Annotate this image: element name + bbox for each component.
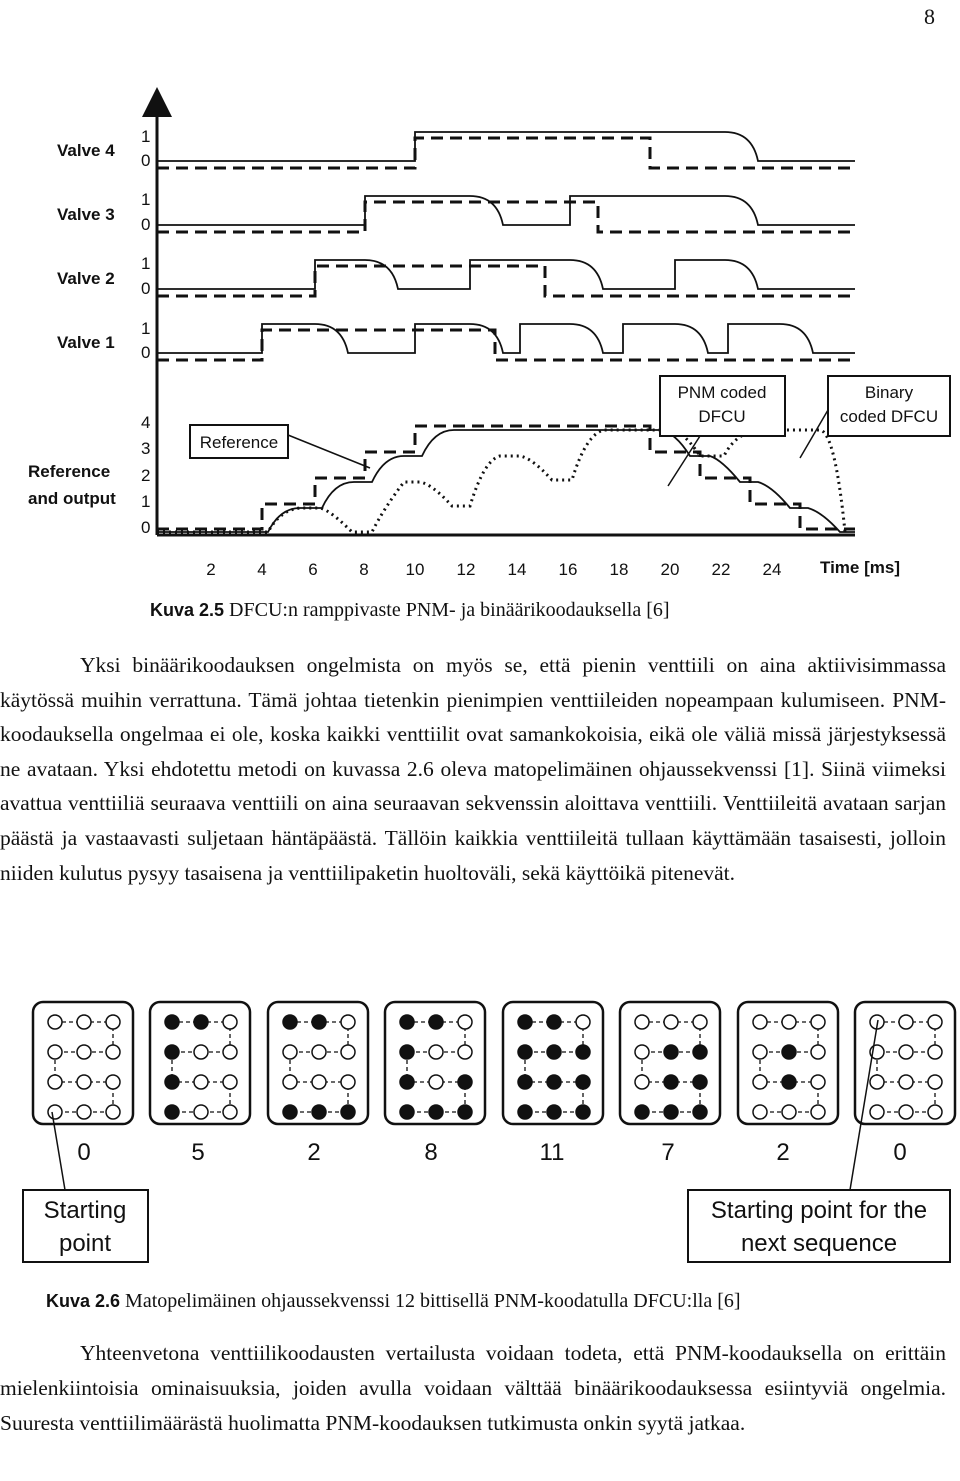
valve-open-dot [547, 1015, 561, 1029]
binary-callout-text-2: coded DFCU [839, 407, 939, 426]
valve-open-dot [518, 1045, 532, 1059]
valve-closed-dot [753, 1105, 767, 1119]
valve-open-dot [693, 1105, 707, 1119]
time-tick: 18 [609, 560, 629, 579]
time-tick: 4 [257, 560, 267, 579]
time-axis-label: Time [ms] [820, 558, 900, 577]
valve-closed-dot [312, 1075, 326, 1089]
valve-open-dot [165, 1075, 179, 1089]
valve-closed-dot [341, 1045, 355, 1059]
figure-2-5-caption [150, 599, 670, 622]
ref-axis-label-2: and output [28, 489, 116, 508]
valve-1-low-tick: 0 [141, 343, 151, 362]
valve-closed-dot [899, 1045, 913, 1059]
valve-3-high-tick: 1 [141, 190, 151, 209]
valve-closed-dot [458, 1045, 472, 1059]
time-tick: 16 [558, 560, 578, 579]
ref-tick-0: 0 [141, 518, 151, 537]
reference-callout-text: Reference [199, 433, 279, 452]
time-tick: 22 [711, 560, 731, 579]
valve-4-high-tick: 1 [141, 127, 151, 146]
figure-worm-sequence [0, 990, 960, 1270]
valve-open-dot [547, 1045, 561, 1059]
valve-open-dot [635, 1105, 649, 1119]
valve-4-low-tick: 0 [141, 151, 151, 170]
pnm-callout-pointer [668, 436, 700, 486]
body-paragraph-2: Yhteenvetona venttiilikoodausten vertailusta voidaan todeta, että PNM-koodauksella on erittäin mielenkiintoisia ominaisuuksia, joiden avulla voidaan välttää binäärikoodauksessa esiintyviä ongelmia. Suuresta venttiilimäärästä huolimatta PNM-koodauksen tutkimusta onkin syytä jatkaa. [0, 1341, 946, 1435]
valve-open-dot [693, 1045, 707, 1059]
valve-2-label: Valve 2 [57, 269, 115, 288]
valve-grid-panel [738, 1002, 838, 1124]
valve-open-dot [283, 1015, 297, 1029]
sequence-number: 2 [776, 1139, 790, 1166]
valve-open-dot [458, 1075, 472, 1089]
valve-closed-dot [458, 1015, 472, 1029]
valve-closed-dot [928, 1015, 942, 1029]
valve-open-dot [429, 1015, 443, 1029]
valve-closed-dot [312, 1045, 326, 1059]
starting-point-text-2: point [58, 1230, 112, 1257]
caption-label: Kuva 2.6 [46, 1291, 121, 1311]
figure-2-6-caption [46, 1290, 741, 1313]
valve-closed-dot [223, 1015, 237, 1029]
valve-2-binary-signal [157, 260, 855, 289]
valve-open-dot [165, 1015, 179, 1029]
valve-3-low-tick: 0 [141, 215, 151, 234]
valve-open-dot [312, 1015, 326, 1029]
valve-closed-dot [283, 1045, 297, 1059]
valve-1-high-tick: 1 [141, 319, 151, 338]
ref-axis-label-1: Reference [28, 462, 111, 481]
page-number: 8 [924, 4, 935, 29]
ref-tick-2: 2 [141, 466, 151, 485]
time-tick: 8 [359, 560, 369, 579]
valve-open-dot [400, 1075, 414, 1089]
valve-open-dot [664, 1105, 678, 1119]
valve-open-dot [518, 1075, 532, 1089]
valve-open-dot [664, 1045, 678, 1059]
time-tick: 2 [206, 560, 216, 579]
valve-grid-panel [620, 1002, 720, 1124]
ref-tick-1: 1 [141, 492, 151, 511]
valve-closed-dot [635, 1075, 649, 1089]
valve-closed-dot [223, 1075, 237, 1089]
binary-callout-text-1: Binary [864, 383, 914, 402]
valve-closed-dot [194, 1045, 208, 1059]
valve-open-dot [782, 1045, 796, 1059]
valve-closed-dot [870, 1105, 884, 1119]
valve-closed-dot [341, 1075, 355, 1089]
valve-closed-dot [106, 1075, 120, 1089]
valve-closed-dot [77, 1105, 91, 1119]
valve-3-label: Valve 3 [57, 205, 115, 224]
valve-3-binary-signal [157, 196, 855, 225]
body-paragraph-1: Yksi binäärikoodauksen ongelmista on myös se, että pienin venttiili on aina aktiivisimmassa käytössä muihin verrattuna. Tämä johtaa tietenkin pienimpien venttiileiden nopeampaan kulumiseen. PNM-koodauksella ongelmaa ei ole, koska kaikki venttiilit ovat samankokoisia, eikä ole väliä missä järjestyksessä ne avataan. Yksi ehdotettu metodi on kuvassa 2.6 oleva matopelimäinen ohjaussekvenssi [1]. Siinä viimeksi avattua venttiiliä seuraava venttiili on aina seuraavan sekvenssin aloittava venttiili. Venttiileitä avataan sarjan päästä ja vastaavasti suljetaan häntäpäästä. Tällöin kaikkia venttiileitä tullaan käyttämään tasaisesti, jolloin niiden kulutus pysyy tasaisena ja venttiilipaketin huoltoväli, sekä käyttöikä pitenevät. [0, 653, 946, 885]
valve-open-dot [341, 1105, 355, 1119]
valve-2-high-tick: 1 [141, 254, 151, 273]
valve-closed-dot [77, 1045, 91, 1059]
valve-closed-dot [48, 1105, 62, 1119]
sequence-number: 5 [191, 1139, 205, 1166]
valve-4-label: Valve 4 [57, 141, 115, 160]
valve-closed-dot [870, 1075, 884, 1089]
valve-grid-panel [503, 1002, 603, 1124]
valve-closed-dot [899, 1105, 913, 1119]
valve-closed-dot [753, 1075, 767, 1089]
valve-closed-dot [106, 1045, 120, 1059]
caption-text: DFCU:n ramppivaste PNM- ja binäärikoodauksella [6] [224, 599, 670, 621]
valve-closed-dot [899, 1075, 913, 1089]
valve-open-dot [312, 1105, 326, 1119]
ref-tick-3: 3 [141, 439, 151, 458]
valve-closed-dot [223, 1045, 237, 1059]
valve-open-dot [518, 1015, 532, 1029]
valve-open-dot [576, 1105, 590, 1119]
valve-closed-dot [782, 1105, 796, 1119]
time-tick: 14 [507, 560, 527, 579]
starting-point-text-1: Starting [43, 1197, 127, 1224]
sequence-number: 0 [893, 1139, 907, 1166]
valve-closed-dot [811, 1075, 825, 1089]
valve-open-dot [782, 1075, 796, 1089]
figure-dfcu-ramp-response [0, 80, 960, 590]
ref-tick-4: 4 [141, 413, 151, 432]
caption-text: Matopelimäinen ohjaussekvenssi 12 bittisellä PNM-koodatulla DFCU:lla [6] [120, 1290, 741, 1312]
valve-grid-panel [150, 1002, 250, 1124]
sequence-number: 2 [307, 1139, 321, 1166]
valve-closed-dot [811, 1045, 825, 1059]
valve-closed-dot [48, 1075, 62, 1089]
valve-closed-dot [77, 1015, 91, 1029]
valve-2-low-tick: 0 [141, 279, 151, 298]
valve-open-dot [400, 1105, 414, 1119]
valve-closed-dot [928, 1045, 942, 1059]
valve-open-dot [165, 1105, 179, 1119]
valve-closed-dot [194, 1105, 208, 1119]
valve-open-dot [547, 1075, 561, 1089]
valve-closed-dot [77, 1075, 91, 1089]
sequence-number: 7 [661, 1139, 675, 1166]
valve-grid-panel [855, 1002, 955, 1124]
binary-callout-pointer [800, 410, 828, 458]
valve-open-dot [165, 1045, 179, 1059]
valve-grid-panel [268, 1002, 368, 1124]
valve-closed-dot [635, 1015, 649, 1029]
sequence-number: 8 [424, 1139, 438, 1166]
valve-1-label: Valve 1 [57, 333, 115, 352]
valve-closed-dot [635, 1045, 649, 1059]
valve-closed-dot [223, 1105, 237, 1119]
valve-open-dot [458, 1105, 472, 1119]
valve-closed-dot [576, 1015, 590, 1029]
valve-closed-dot [928, 1105, 942, 1119]
time-tick: 24 [762, 560, 782, 579]
valve-open-dot [400, 1045, 414, 1059]
valve-closed-dot [341, 1015, 355, 1029]
next-sequence-text-1: Starting point for the [710, 1197, 928, 1224]
valve-grid-panel [33, 1002, 133, 1124]
valve-open-dot [518, 1105, 532, 1119]
valve-closed-dot [429, 1045, 443, 1059]
valve-closed-dot [928, 1075, 942, 1089]
valve-closed-dot [48, 1015, 62, 1029]
valve-open-dot [429, 1105, 443, 1119]
sequence-number: 11 [539, 1139, 565, 1166]
valve-closed-dot [106, 1015, 120, 1029]
time-tick: 12 [456, 560, 476, 579]
valve-closed-dot [283, 1075, 297, 1089]
reference-callout-pointer [288, 435, 370, 468]
valve-closed-dot [106, 1105, 120, 1119]
valve-open-dot [664, 1075, 678, 1089]
valve-4-binary-signal [157, 132, 855, 161]
time-tick: 20 [660, 560, 680, 579]
time-tick: 10 [405, 560, 425, 579]
valve-closed-dot [811, 1015, 825, 1029]
pnm-callout-text-2: DFCU [698, 407, 746, 426]
valve-closed-dot [753, 1015, 767, 1029]
valve-open-dot [194, 1015, 208, 1029]
valve-open-dot [283, 1105, 297, 1119]
valve-open-dot [576, 1075, 590, 1089]
valve-closed-dot [811, 1105, 825, 1119]
valve-open-dot [693, 1075, 707, 1089]
valve-closed-dot [194, 1075, 208, 1089]
valve-closed-dot [693, 1015, 707, 1029]
pnm-callout-text-1: PNM coded [677, 383, 767, 402]
sequence-number: 0 [77, 1139, 91, 1166]
valve-closed-dot [753, 1045, 767, 1059]
valve-closed-dot [782, 1015, 796, 1029]
valve-closed-dot [664, 1015, 678, 1029]
valve-closed-dot [899, 1015, 913, 1029]
valve-open-dot [547, 1105, 561, 1119]
time-tick: 6 [308, 560, 318, 579]
caption-label: Kuva 2.5 [150, 600, 225, 620]
next-sequence-text-2: next sequence [740, 1230, 898, 1257]
valve-open-dot [576, 1045, 590, 1059]
valve-closed-dot [48, 1045, 62, 1059]
valve-closed-dot [429, 1075, 443, 1089]
valve-grid-panel [385, 1002, 485, 1124]
valve-open-dot [400, 1015, 414, 1029]
